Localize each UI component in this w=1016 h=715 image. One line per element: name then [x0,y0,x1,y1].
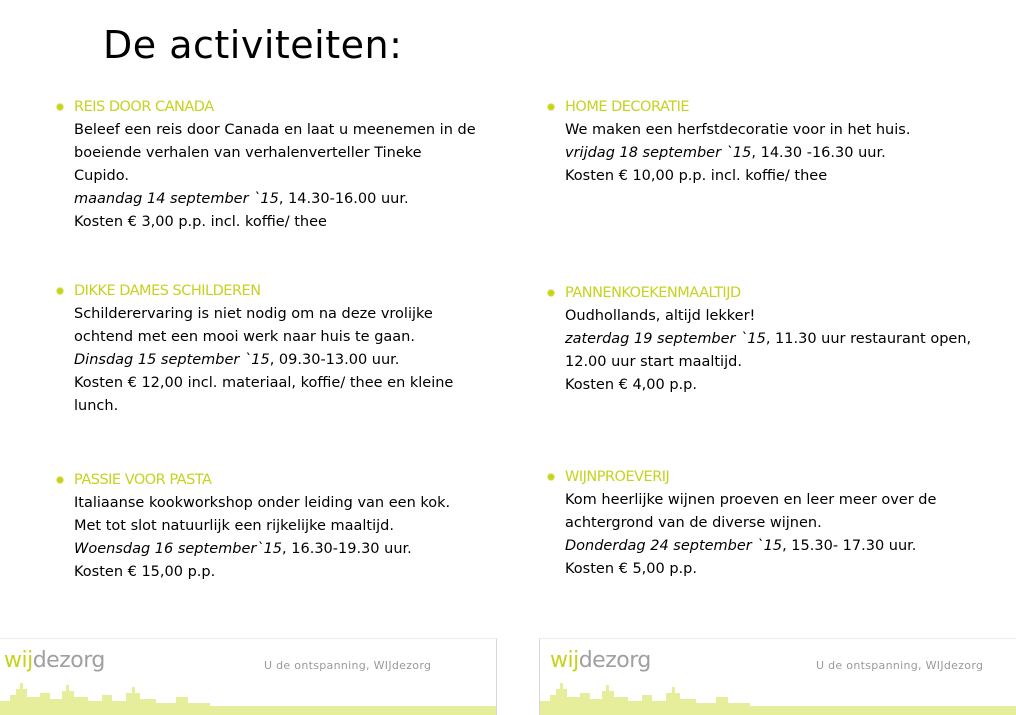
activity-date: Donderdag 24 september `15 [565,538,783,554]
activity-time: , 14.30 -16.30 uur. [751,145,886,161]
activity-dikke-dames-schilderen [74,280,504,418]
footer-tagline: U de ontspanning, WIJdezorg [816,659,984,672]
activity-cost: Kosten € 10,00 p.p. incl. koffie/ thee [565,168,828,184]
bullet-icon [57,288,63,294]
footer-banner-right [539,638,1016,715]
footer-tagline: U de ontspanning, WIJdezorg [264,659,432,672]
activity-home-decoratie [565,96,995,188]
bullet-icon [548,474,554,480]
activity-description: Kom heerlijke wijnen proeven en leer meer over de [565,492,937,508]
activity-date: maandag 14 september `15 [74,191,279,207]
activity-pannenkoekenmaaltijd [565,282,995,397]
activity-title: PASSIE VOOR PASTA [74,472,212,488]
activity-description: boeiende verhalen van verhalenverteller Tineke [74,145,422,161]
activity-description: Oudhollands, altijd lekker! [565,308,756,324]
activity-cost: lunch. [74,398,119,414]
activity-date: zaterdag 19 september `15 [565,331,766,347]
activity-description: Met tot slot natuurlijk een rijkelijke maaltijd. [74,518,394,534]
activity-wijnproeverij [565,466,995,581]
activity-reis-door-canada [74,96,504,234]
town-skyline-icon [0,675,496,715]
footer-banner-left [0,638,497,715]
activity-description: ochtend met een mooi werk naar huis te gaan. [74,329,415,345]
wijdezorg-logo: wijdezorg [550,648,651,673]
activity-cost: Kosten € 15,00 p.p. [74,564,216,580]
activity-cost: Kosten € 5,00 p.p. [565,561,697,577]
activity-time: , 14.30-16.00 uur. [278,191,409,207]
activity-date: vrijdag 18 september `15 [565,145,752,161]
activity-date: Dinsdag 15 september `15 [74,352,270,368]
activity-title: WIJNPROEVERIJ [565,469,670,485]
town-skyline-icon [540,675,1016,715]
activity-description: achtergrond van de diverse wijnen. [565,515,822,531]
bullet-icon [57,104,63,110]
activity-description: Schilderervaring is niet nodig om na deze vrolijke [74,306,433,322]
activity-title: PANNENKOEKENMAALTIJD [565,285,741,301]
activity-description: Beleef een reis door Canada en laat u meenemen in de [74,122,476,138]
activity-cost: Kosten € 4,00 p.p. [565,377,697,393]
activity-date: Woensdag 16 september`15 [74,541,283,557]
wijdezorg-logo: wijdezorg [4,648,105,673]
activity-extra: 12.00 uur start maaltijd. [565,354,742,370]
activity-description: Italiaanse kookworkshop onder leiding van een kok. [74,495,451,511]
activity-time: , 15.30- 17.30 uur. [782,538,917,554]
activity-passie-voor-pasta [74,469,504,584]
bullet-icon [548,290,554,296]
activity-title: HOME DECORATIE [565,99,690,115]
activity-title: DIKKE DAMES SCHILDEREN [74,283,261,299]
activity-description: Cupido. [74,168,129,184]
activity-cost: Kosten € 3,00 p.p. incl. koffie/ thee [74,214,327,230]
activity-time: , 11.30 uur restaurant open, [765,331,972,347]
activity-description: We maken een herfstdecoratie voor in het huis. [565,122,911,138]
activity-time: , 16.30-19.30 uur. [282,541,412,557]
bullet-icon [548,104,554,110]
activity-title: REIS DOOR CANADA [74,99,214,115]
bullet-icon [57,477,63,483]
activity-cost: Kosten € 12,00 incl. materiaal, koffie/ thee en kleine [74,375,454,391]
page-title: De activiteiten: [103,23,403,67]
activity-time: , 09.30-13.00 uur. [269,352,400,368]
